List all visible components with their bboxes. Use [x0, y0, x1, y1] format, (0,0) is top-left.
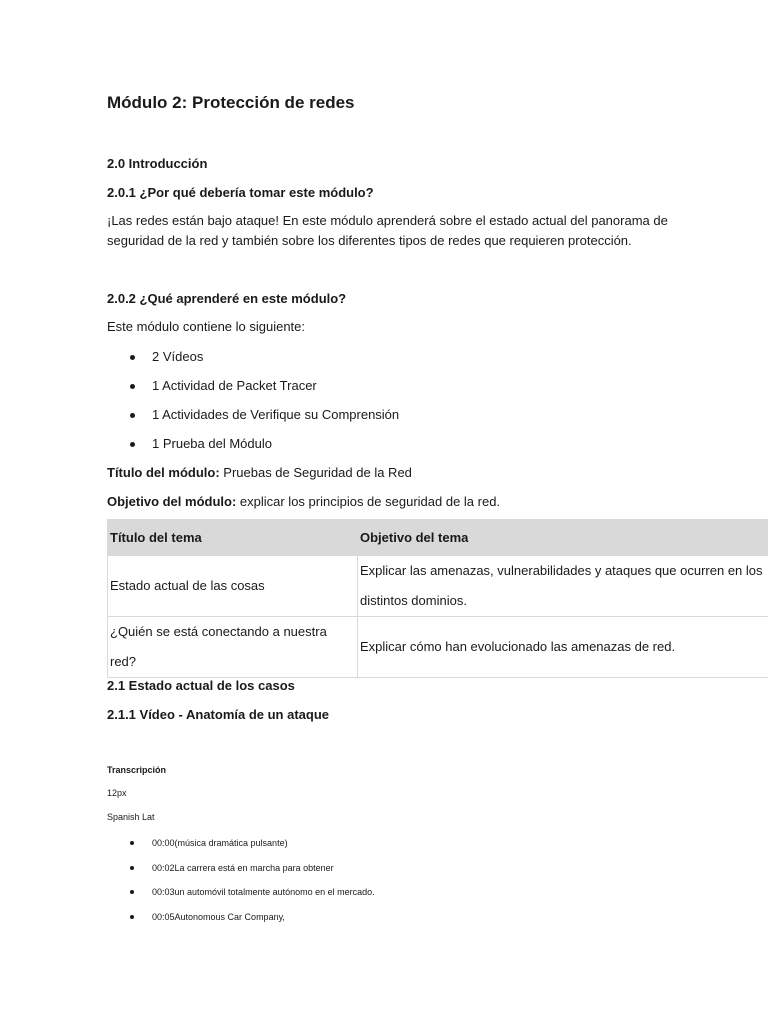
- transcript-size: 12px: [107, 788, 127, 798]
- transcript-list: [107, 836, 375, 934]
- module-contents-list: [107, 347, 399, 463]
- body-line: ¡Las redes están bajo ataque! En este módulo aprenderá sobre el estado actual del panorama de: [107, 213, 668, 228]
- module-title-label: Título del módulo:: [107, 465, 220, 480]
- table-row: [108, 617, 768, 678]
- module-title-value: Pruebas de Seguridad de la Red: [219, 465, 412, 480]
- table-row: [108, 556, 768, 617]
- topics-table: [107, 519, 768, 678]
- transcript-line: 00:03un automóvil totalmente autónomo en el mercado.: [107, 885, 375, 910]
- table-header-row: [108, 520, 768, 556]
- transcript-language: Spanish Lat: [107, 812, 155, 822]
- section-heading-2-0-1: 2.0.1 ¿Por qué debería tomar este módulo?: [107, 185, 374, 200]
- module-objective-line: [107, 492, 500, 512]
- table-cell-objective: Explicar cómo han evolucionado las amenazas de red.: [358, 617, 768, 678]
- module-objective-value: explicar los principios de seguridad de la red.: [236, 494, 501, 509]
- table-cell-objective: [358, 556, 768, 617]
- list-item: 1 Prueba del Módulo: [107, 434, 399, 463]
- column-header-topic: Título del tema: [108, 520, 358, 556]
- transcript-line: 00:02La carrera está en marcha para obtener: [107, 861, 375, 886]
- module-objective-label: Objetivo del módulo:: [107, 494, 237, 509]
- cell-line: Explicar las amenazas, vulnerabilidades y ataques que ocurren en los: [360, 563, 763, 578]
- page-title: Módulo 2: Protección de redes: [107, 93, 355, 112]
- section-2-0-2-intro: Este módulo contiene lo siguiente:: [107, 319, 306, 334]
- section-heading-2-1-1: 2.1.1 Vídeo - Anatomía de un ataque: [107, 707, 330, 722]
- cell-line: distintos dominios.: [360, 593, 467, 608]
- transcript-line: 00:00(música dramática pulsante): [107, 836, 375, 861]
- table-cell-topic: Estado actual de las cosas: [108, 556, 358, 617]
- table-cell-topic: ¿Quién se está conectando a nuestra red?: [108, 617, 358, 678]
- module-title-line: [107, 463, 412, 483]
- section-heading-2-1: 2.1 Estado actual de los casos: [107, 678, 295, 693]
- list-item: 2 Vídeos: [107, 347, 399, 376]
- transcript-label: Transcripción: [107, 765, 167, 775]
- body-line: seguridad de la red y también sobre los diferentes tipos de redes que requieren protección.: [107, 233, 632, 248]
- transcript-line: 00:05Autonomous Car Company,: [107, 910, 375, 935]
- list-item: 1 Actividad de Packet Tracer: [107, 376, 399, 405]
- column-header-objective: Objetivo del tema: [358, 520, 768, 556]
- section-heading-2-0: 2.0 Introducción: [107, 156, 208, 171]
- section-heading-2-0-2: 2.0.2 ¿Qué aprenderé en este módulo?: [107, 291, 347, 306]
- list-item: 1 Actividades de Verifique su Comprensión: [107, 405, 399, 434]
- section-2-0-1-body: [107, 211, 707, 251]
